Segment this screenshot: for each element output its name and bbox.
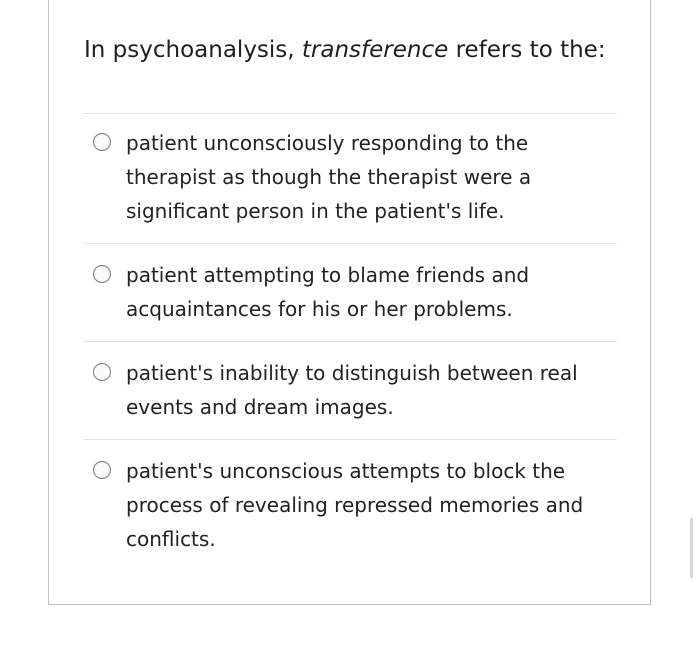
page-edge-mark (690, 518, 693, 578)
radio-button-icon[interactable] (93, 363, 111, 381)
question-text (84, 34, 624, 66)
answer-option-label: patient's unconscious attempts to block the process of revealing repressed memories and conflicts. (126, 459, 584, 551)
question-suffix: refers to the: (448, 37, 606, 63)
radio-button-icon[interactable] (93, 133, 111, 151)
answer-option-label: patient attempting to blame friends and acquaintances for his or her problems. (126, 263, 530, 321)
answer-option-label: patient unconsciously responding to the therapist as though the therapist were a significant person in the patient's life. (126, 131, 532, 223)
question-card (48, 0, 651, 605)
radio-button-icon[interactable] (93, 461, 111, 479)
divider (83, 113, 617, 114)
radio-button-icon[interactable] (93, 265, 111, 283)
question-emphasis: transference (301, 37, 449, 63)
answer-option-label: patient's inability to distinguish between real events and dream images. (126, 361, 578, 419)
divider (83, 439, 617, 440)
question-prefix: In psychoanalysis, (84, 37, 302, 63)
divider (83, 243, 617, 244)
divider (83, 341, 617, 342)
